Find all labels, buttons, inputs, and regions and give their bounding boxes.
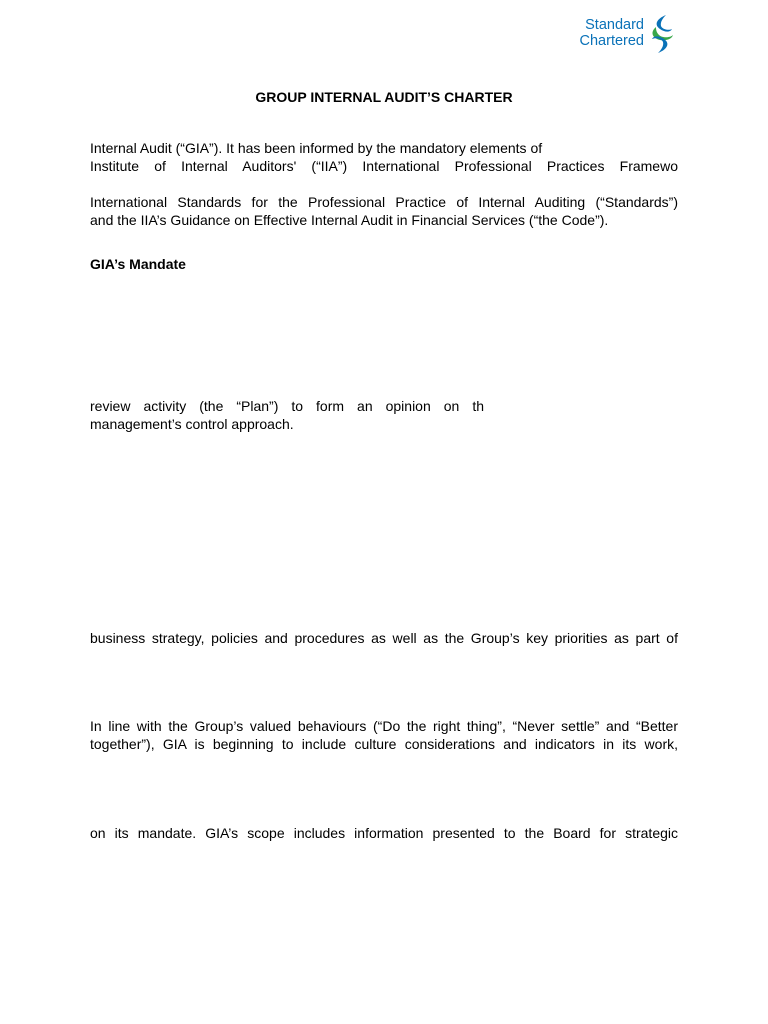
paragraph-3-line-2: management’s control approach. [90,416,294,432]
standard-chartered-logo [566,13,680,55]
logo-wordmark [566,17,644,49]
logo-line-1: Standard [585,17,644,33]
document-title: GROUP INTERNAL AUDIT’S CHARTER [255,89,513,105]
paragraph-1-line-1: Internal Audit (“GIA”). It has been informed by the mandatory elements of [90,140,543,156]
paragraph-5-line-1: In line with the Group’s valued behaviours (“Do the right thing”, “Never settle” and “Better [90,718,678,734]
section-heading-mandate: GIA’s Mandate [90,256,186,272]
logo-line-2: Chartered [579,33,644,49]
paragraph-5-line-2: together”), GIA is beginning to include culture considerations and indicators in its work, [90,736,678,752]
paragraph-2-line-2: and the IIA’s Guidance on Effective Internal Audit in Financial Services (“the Code”). [90,212,609,228]
paragraph-3-line-1: review activity (the “Plan”) to form an opinion on th [90,398,484,414]
paragraph-1-line-2: Institute of Internal Auditors' (“IIA”) International Professional Practices Framewo [90,158,678,174]
paragraph-6-line-1: on its mandate. GIA’s scope includes information presented to the Board for strategic [90,825,678,841]
logo-swoosh-icon [646,13,678,55]
paragraph-2-line-1: International Standards for the Professional Practice of Internal Auditing (“Standards”) [90,194,678,210]
paragraph-4-line-1: business strategy, policies and procedures as well as the Group’s key priorities as part of [90,630,678,646]
